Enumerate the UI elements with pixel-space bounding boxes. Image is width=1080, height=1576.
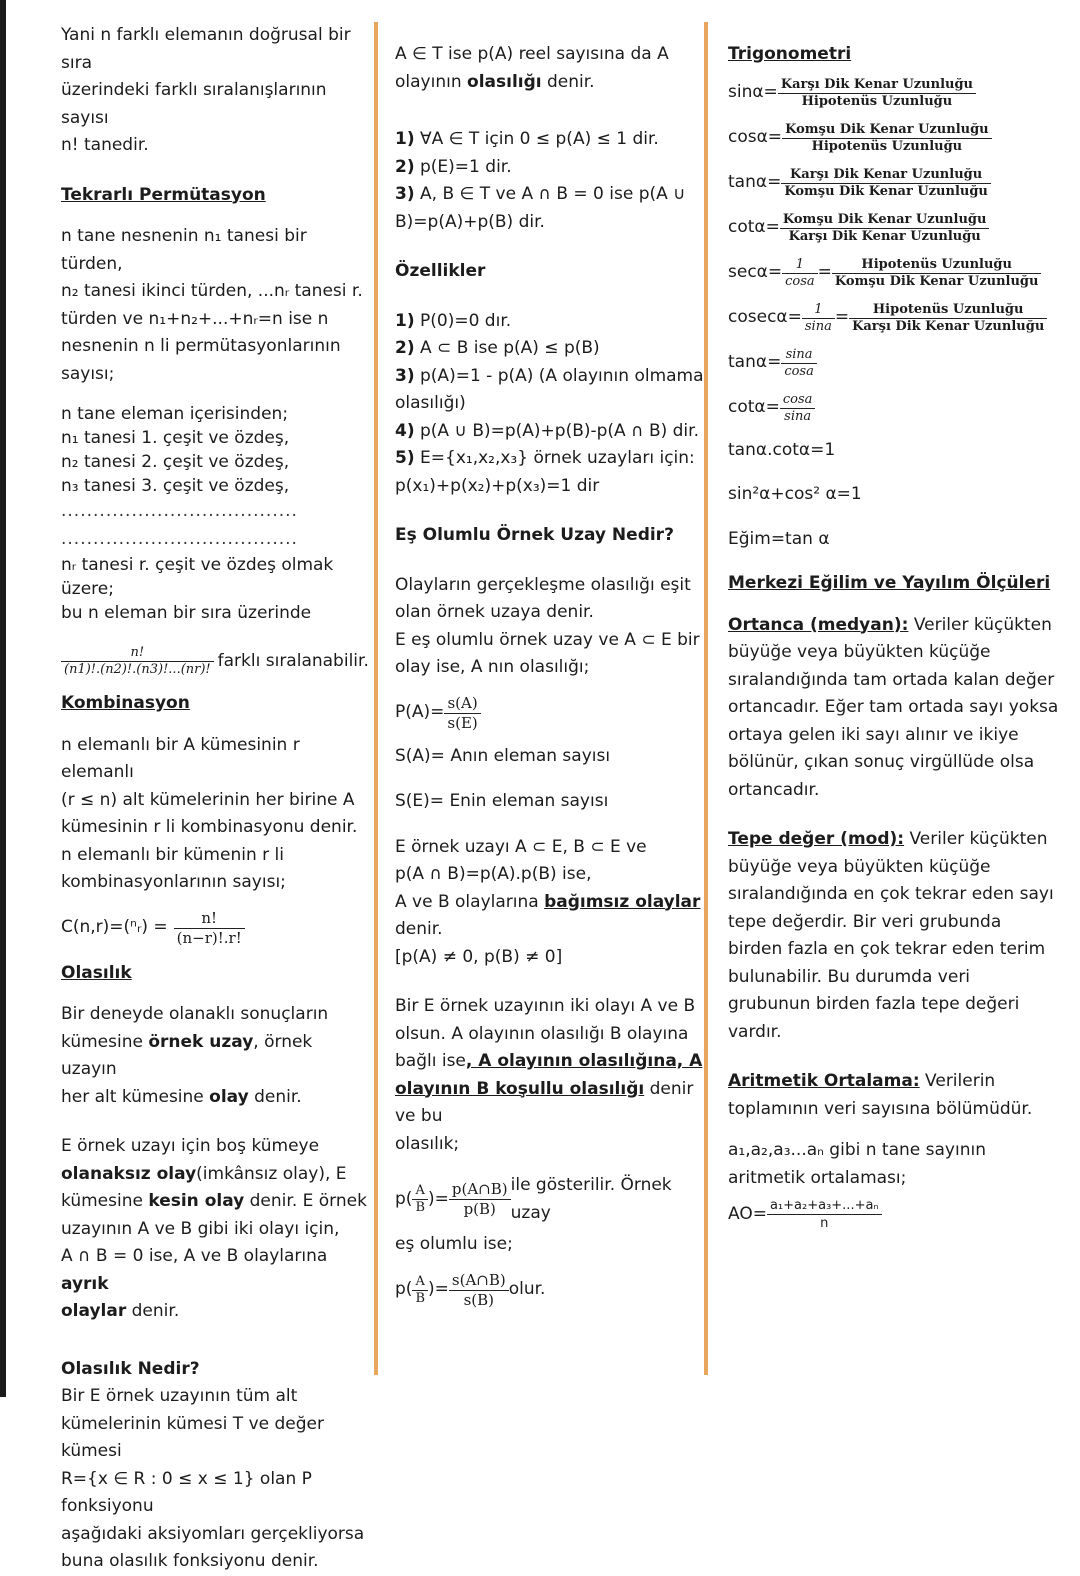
aritmetik-line: toplamının veri sayısına bölümüdür. xyxy=(728,1098,1033,1119)
kosullu-line: olayının B koşullu olasılığı denir ve bu xyxy=(395,1078,694,1126)
bag-line: E örnek uzayı A ⊂ E, B ⊂ E ve xyxy=(395,836,647,857)
tepe-line: Tepe değer (mod): Veriler küçükten xyxy=(728,829,1048,849)
es-line: E eş olumlu örnek uzay ve A ⊂ E bir xyxy=(395,629,700,650)
es-line: olan örnek uzaya denir. xyxy=(395,602,594,622)
conditional-formula-2: p( $\frac{A}{B}$ )= $\frac{s(A\cap B)}{s(B)}$ olur. xyxy=(395,1270,546,1309)
tan-formula: tanα= $\frac{\text{Karşı Dik Kenar Uzunluğu}}{\text{Komşu Dik Kenar Uzunluğu}}$ xyxy=(728,167,1070,200)
ozellikler-heading: Özellikler xyxy=(395,261,486,281)
ortanca-line: bölünür, çıkan sonuç virgüllüde olsa xyxy=(728,752,1035,772)
eleman-line: n tane eleman içerisinden; xyxy=(61,404,289,424)
ozellik-2: 2) A ⊂ B ise p(A) ≤ p(B) xyxy=(395,338,600,358)
olay-line: E örnek uzayı için boş kümeye xyxy=(61,1136,320,1156)
olay-line: olanaksız olay(imkânsız olay), E xyxy=(61,1163,347,1184)
ao-formula: AO= $\frac{\text{a₁+a₂+a₃+...+aₙ}}{n}$ xyxy=(728,1198,1070,1232)
perm-fraction: $\frac{n!}{(n1)!.(n2)!.(n3)!...(nr)!}$ xyxy=(61,645,214,678)
eleman-line: bu n eleman bir sıra üzerinde xyxy=(61,603,312,623)
sequence-line: aritmetik ortalaması; xyxy=(728,1167,907,1188)
tepe-line: büyüğe veya büyükten küçüğe xyxy=(728,856,991,877)
tekrarli-line: türden ve n₁+n₂+...+nᵣ=n ise n xyxy=(61,308,329,329)
cond-fraction: $\frac{p(A\cap B)}{p(B)}$ xyxy=(449,1180,511,1219)
ozellik-3: 3) p(A)=1 - p(A) (A olayının olmama xyxy=(395,365,704,386)
komb-line: (r ≤ n) alt kümelerinin her birine A xyxy=(61,789,355,810)
column-2 xyxy=(395,22,705,1322)
kombinasyon-heading: Kombinasyon xyxy=(61,693,190,713)
ozellik-4: 4) p(A ∪ B)=p(A)+p(B)-p(A ∩ B) dir. xyxy=(395,420,699,441)
identity-2: sin²α+cos² α=1 xyxy=(728,484,862,504)
kosullu-line: olsun. A olayının olasılığı B olayına xyxy=(395,1023,689,1044)
tepe-line: sıralandığında en çok tekrar eden sayı xyxy=(728,884,1054,904)
intro-line: n! tanedir. xyxy=(61,135,149,155)
ozellik-1: 1) P(0)=0 dır. xyxy=(395,310,512,331)
ortanca-line: ortancadır. Eğer tam ortada sayı yoksa xyxy=(728,697,1059,717)
ortanca-line: ortaya gelen iki sayı alınır ve ikiye xyxy=(728,724,1019,745)
komb-line: n elemanlı bir A kümesinin r elemanlı xyxy=(61,734,300,782)
trigonometri-heading: Trigonometri xyxy=(728,44,852,64)
komb-line: kümesinin r li kombinasyonu denir. xyxy=(61,817,358,837)
ozellik-3-cont: olasılığı) xyxy=(395,393,466,413)
se-line: S(E)= Enin eleman sayısı xyxy=(395,791,609,811)
conditional-formula: p( $\frac{A}{B}$ )= $\frac{p(A\cap B)}{p(B)}$ ile gösterilir. Örnek uzay xyxy=(395,1175,672,1223)
olasilik-nedir-heading: Olasılık Nedir? xyxy=(61,1358,200,1379)
nedir-line: Bir E örnek uzayının tüm alt xyxy=(61,1386,298,1406)
column-1 xyxy=(61,22,373,1576)
es-line: Olayların gerçekleşme olasılığı eşit xyxy=(395,574,691,595)
pa-formula: P(A)= $\frac{s(A)}{s(E)}$ xyxy=(395,694,705,733)
nedir-line: R={x ∈ R : 0 ≤ x ≤ 1} olan P fonksiyonu xyxy=(61,1468,312,1516)
bag-line: [p(A) ≠ 0, p(B) ≠ 0] xyxy=(395,946,563,967)
tepe-line: tepe değerdir. Bir veri grubunda xyxy=(728,911,1002,932)
eleman-line: n₃ tanesi 3. çeşit ve özdeş, xyxy=(61,476,290,496)
identity-1: tanα.cotα=1 xyxy=(728,439,836,460)
kombinasyon-formula: C(n,r)=(ⁿᵣ) = $\frac{n!}{(n-r)!.r!}$ xyxy=(61,909,373,948)
cond2-fraction: $\frac{s(A\cap B)}{s(B)}$ xyxy=(449,1271,509,1310)
kosullu-line: Bir E örnek uzayının iki olayı A ve B xyxy=(395,996,696,1016)
kosullu-line: bağlı ise, A olayının olasılığına, A xyxy=(395,1051,703,1071)
sec-formula: secα= $\frac{1}{\cos a}$ = $\frac{\text{Hipotenüs Uzunluğu}}{\text{Komşu Dik Kenar Uzunluğu}}$ xyxy=(728,257,1070,290)
tan-ratio-formula: tanα= $\frac{\sin a}{\cos a}$ xyxy=(728,347,1070,380)
cot-formula: cotα= $\frac{\text{Komşu Dik Kenar Uzunluğu}}{\text{Karşı Dik Kenar Uzunluğu}}$ xyxy=(728,212,1070,245)
bag-line: p(A ∩ B)=p(A).p(B) ise, xyxy=(395,864,592,884)
olay-line: olaylar denir. xyxy=(61,1301,180,1321)
intro-line: olayının olasılığı denir. xyxy=(395,71,595,92)
olasilik-heading: Olasılık xyxy=(61,962,132,983)
tekrarli-line: nesnenin n li permütasyonlarının xyxy=(61,336,341,356)
sin-formula: sinα= $\frac{\text{Karşı Dik Kenar Uzunluğu}}{\text{Hipotenüs Uzunluğu}}$ xyxy=(728,77,1070,110)
cosec-formula: cosecα= $\frac{1}{\sin a}$ = $\frac{\text{Hipotenüs Uzunluğu}}{\text{Karşı Dik Kenar Uzunluğu}}$ xyxy=(728,302,1070,335)
nedir-line: aşağıdaki aksiyomları gerçekliyorsa xyxy=(61,1523,365,1544)
tekrarli-permutasyon-formula: $\frac{n!}{(n1)!.(n2)!.(n3)!...(nr)!}$ farklı sıralanabilir. xyxy=(61,645,373,678)
olay-line: kümesine kesin olay denir. E örnek xyxy=(61,1191,367,1211)
intro-line: A ∈ T ise p(A) reel sayısına da A xyxy=(395,44,669,64)
axiom-3: 3) A, B ∈ T ve A ∩ B = 0 ise p(A ∪ xyxy=(395,184,686,204)
tekrarli-line: sayısı; xyxy=(61,363,115,384)
es-olumlu-heading: Eş Olumlu Örnek Uzay Nedir? xyxy=(395,525,674,545)
column-3 xyxy=(728,22,1070,1244)
ortanca-line: sıralandığında tam ortada kalan değer xyxy=(728,669,1055,690)
axiom-3-cont: B)=p(A)+p(B) dir. xyxy=(395,211,545,232)
nedir-line: buna olasılık fonksiyonu denir. xyxy=(61,1551,319,1571)
ozellik-5: 5) E={x₁,x₂,x₃} örnek uzayları için: xyxy=(395,448,695,468)
komb-line: kombinasyonlarının sayısı; xyxy=(61,872,286,892)
cot-ratio-formula: cotα= $\frac{\cos a}{\sin a}$ xyxy=(728,392,1070,425)
identity-3: Eğim=tan α xyxy=(728,528,830,549)
eleman-line: n₁ tanesi 1. çeşit ve özdeş, xyxy=(61,428,290,448)
sa-line: S(A)= Anın eleman sayısı xyxy=(395,745,611,766)
aritmetik-line: Aritmetik Ortalama: Verilerin xyxy=(728,1071,996,1091)
ortanca-line: ortancadır. xyxy=(728,779,820,800)
ortanca-line: Ortanca (medyan): Veriler küçükten xyxy=(728,614,1052,635)
es-line: olay ise, A nın olasılığı; xyxy=(395,657,590,677)
komb-fraction: $\frac{n!}{(n-r)!.r!}$ xyxy=(174,909,245,948)
ortanca-line: büyüğe veya büyükten küçüğe xyxy=(728,642,991,662)
tekrarli-line: n₂ tanesi ikinci türden, ...nᵣ tanesi r. xyxy=(61,281,363,301)
tekrarli-permutasyon-heading: Tekrarlı Permütasyon xyxy=(61,184,266,205)
pa-fraction: $\frac{s(A)}{s(E)}$ xyxy=(444,694,480,733)
merkezi-egilim-heading: Merkezi Eğilim ve Yayılım Ölçüleri xyxy=(728,573,1051,593)
olay-line: A ∩ B = 0 ise, A ve B olaylarına ayrık xyxy=(61,1246,328,1294)
cond-tail-line: eş olumlu ise; xyxy=(395,1234,513,1254)
komb-line: n elemanlı bir kümenin r li xyxy=(61,844,284,865)
dotted-line: ..................................... xyxy=(61,501,298,521)
dotted-line: ..................................... xyxy=(61,528,298,549)
tekrarli-line: n tane nesnenin n₁ tanesi bir türden, xyxy=(61,226,307,274)
bag-line: A ve B olaylarına bağımsız olaylar xyxy=(395,891,701,912)
olasilik-line: her alt kümesine olay denir. xyxy=(61,1086,302,1107)
axiom-2: 2) p(E)=1 dir. xyxy=(395,156,512,177)
page-left-edge xyxy=(0,0,6,1397)
olasilik-line: Bir deneyde olanaklı sonuçların xyxy=(61,1004,329,1024)
bag-line: denir. xyxy=(395,919,443,939)
axiom-1: 1) ∀A ∈ T için 0 ≤ p(A) ≤ 1 dir. xyxy=(395,129,659,149)
tepe-line: grubunun birden fazla tepe değeri xyxy=(728,994,1020,1014)
eleman-line: nᵣ tanesi r. çeşit ve özdeş olmak üzere; xyxy=(61,555,334,599)
column-divider-1 xyxy=(374,22,378,1375)
cos-formula: cosα= $\frac{\text{Komşu Dik Kenar Uzunluğu}}{\text{Hipotenüs Uzunluğu}}$ xyxy=(728,122,1070,155)
intro-line: Yani n farklı elemanın doğrusal bir sıra xyxy=(61,25,351,73)
nedir-line: kümelerinin kümesi T ve değer kümesi xyxy=(61,1413,324,1461)
tepe-line: bulunabilir. Bu durumda veri xyxy=(728,966,971,987)
intro-line: üzerindeki farklı sıralanışlarının sayısı xyxy=(61,80,327,128)
kosullu-line: olasılık; xyxy=(395,1133,460,1154)
tepe-line: birden fazla en çok tekrar eden terim xyxy=(728,939,1046,959)
ozellik-5-cont: p(x₁)+p(x₂)+p(x₃)=1 dir xyxy=(395,475,600,496)
tepe-line: vardır. xyxy=(728,1021,782,1042)
sequence-line: a₁,a₂,a₃...aₙ gibi n tane sayının xyxy=(728,1140,986,1160)
olay-line: uzayının A ve B gibi iki olayı için, xyxy=(61,1218,340,1239)
eleman-line: n₂ tanesi 2. çeşit ve özdeş, xyxy=(61,452,290,472)
olasilik-line: kümesine örnek uzay, örnek uzayın xyxy=(61,1031,313,1079)
